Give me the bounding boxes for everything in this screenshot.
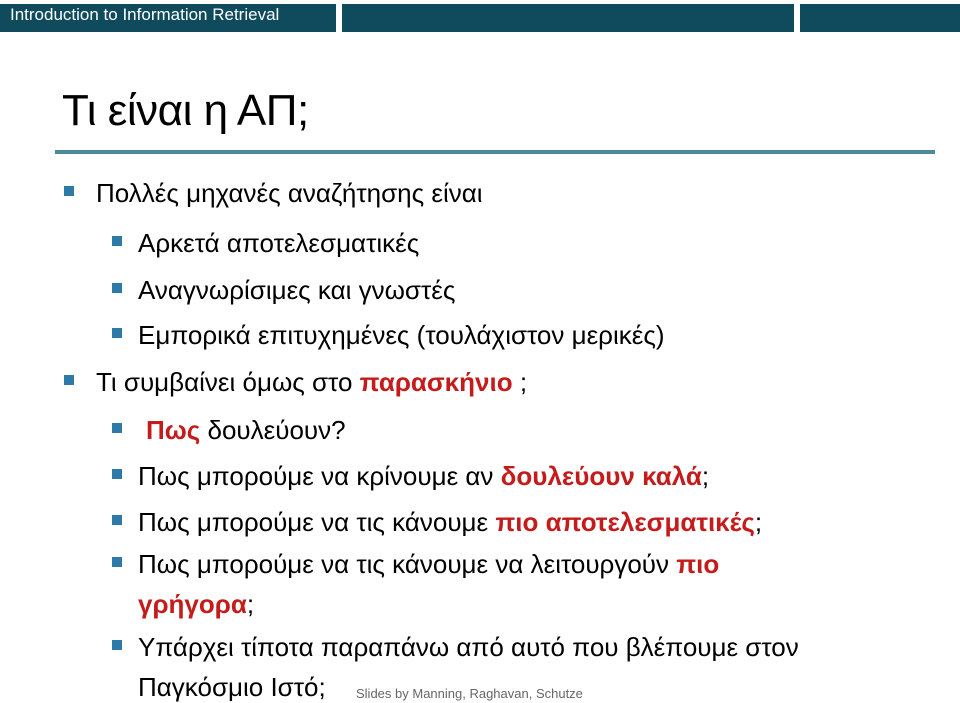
accent-text: Πως xyxy=(146,415,201,445)
accent-text: γρήγορα xyxy=(138,589,247,619)
header-divider xyxy=(336,4,342,32)
bullet-text: Υπάρχει τίποτα παραπάνω από αυτό που βλέπουμε στον xyxy=(138,632,799,662)
bullet-text-part: δουλεύουν? xyxy=(200,415,346,445)
footer-credit: Slides by Manning, Raghavan, Schutze xyxy=(356,686,583,701)
bullet-icon xyxy=(112,515,122,525)
bullet-text: Εμπορικά επιτυχημένες (τουλάχιστον μερικές) xyxy=(138,320,665,350)
bullet-icon xyxy=(64,186,74,196)
bullet-text-part: Πως μπορούμε να τις κάνουμε να λειτουργούν xyxy=(138,549,677,579)
bullet-icon xyxy=(112,283,122,293)
accent-text: πιο αποτελεσματικές xyxy=(495,507,755,537)
bullet-text-part: Πως μπορούμε να τις κάνουμε xyxy=(138,507,496,537)
accent-text: παρασκήνιο xyxy=(359,367,513,397)
bullet-text-part: ; xyxy=(512,367,528,397)
bullet-text-part: Πως μπορούμε να κρίνουμε αν xyxy=(138,461,501,491)
bullet-icon xyxy=(112,557,122,567)
course-title: Introduction to Information Retrieval xyxy=(10,5,280,24)
bullet-icon xyxy=(112,423,122,433)
bullet-text: Πολλές μηχανές αναζήτησης είναι xyxy=(96,178,483,208)
bullet-icon xyxy=(112,328,122,338)
bullet-icon xyxy=(112,236,122,246)
bullet-text xyxy=(96,366,527,398)
bullet-text xyxy=(138,506,762,538)
bullet-text-continuation xyxy=(138,588,254,620)
slide-title: Τι είναι η ΑΠ; xyxy=(62,86,309,135)
title-divider xyxy=(55,150,935,154)
bullet-text xyxy=(146,414,346,446)
bullet-icon xyxy=(112,640,122,650)
bullet-text xyxy=(138,548,719,580)
bullet-text xyxy=(138,460,709,492)
header-bar xyxy=(0,0,960,34)
accent-text: δουλεύουν καλά xyxy=(500,461,702,491)
bullet-icon xyxy=(112,469,122,479)
bullet-text-part: Τι συμβαίνει όμως στο xyxy=(96,367,360,397)
bullet-text-part: ; xyxy=(246,589,255,619)
accent-text: πιο xyxy=(676,549,720,579)
bullet-text-part: ; xyxy=(754,507,763,537)
bullet-icon xyxy=(64,375,74,385)
bullet-text-continuation: Παγκόσμιο Ιστό; xyxy=(138,672,326,702)
bullet-text-part: ; xyxy=(701,461,710,491)
header-divider xyxy=(794,4,800,32)
bullet-text: Αρκετά αποτελεσματικές xyxy=(138,228,420,258)
bullet-text: Αναγνωρίσιμες και γνωστές xyxy=(138,275,456,305)
